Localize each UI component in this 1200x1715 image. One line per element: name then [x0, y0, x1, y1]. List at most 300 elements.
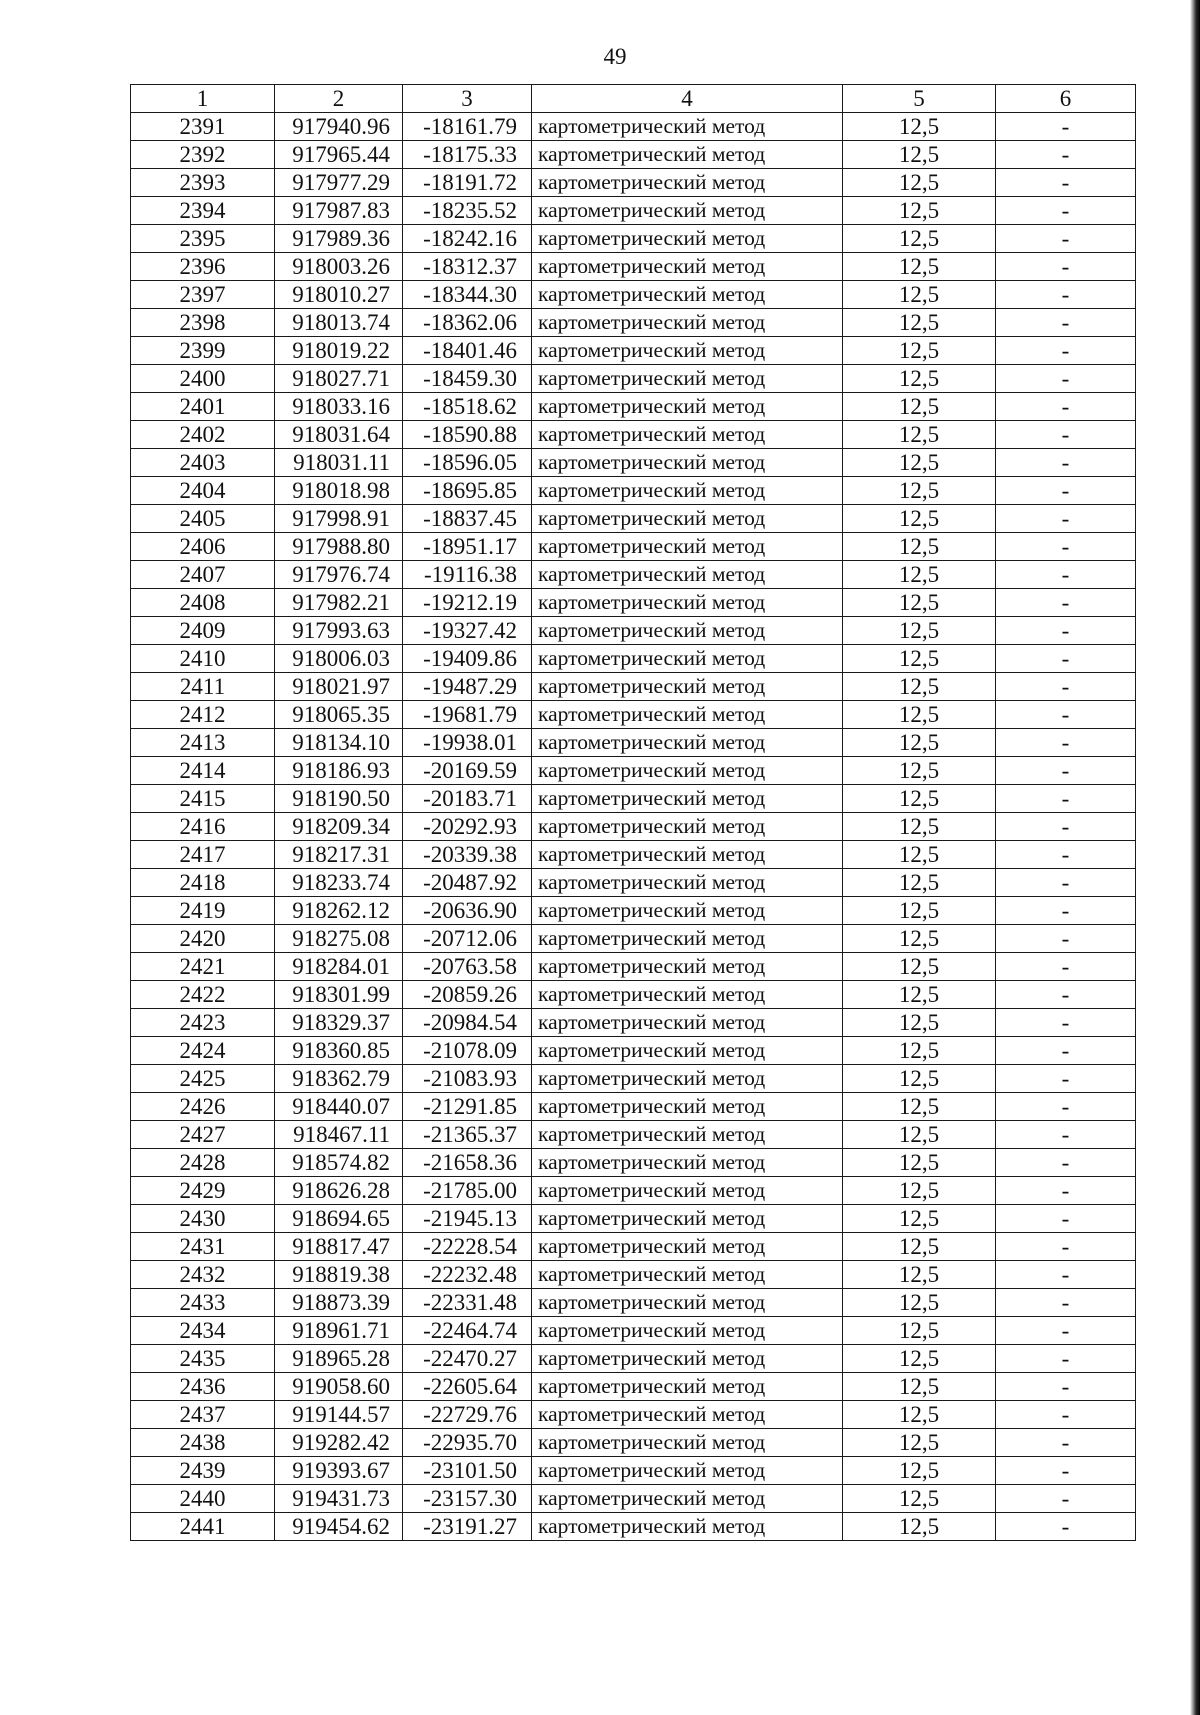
note-cell: - — [996, 281, 1136, 309]
accuracy-cell: 12,5 — [843, 309, 996, 337]
y-coordinate-cell: -18161.79 — [403, 113, 532, 141]
x-coordinate-cell: 918018.98 — [275, 477, 403, 505]
y-coordinate-cell: -23101.50 — [403, 1457, 532, 1485]
y-coordinate-cell: -18362.06 — [403, 309, 532, 337]
method-cell: картометрический метод — [532, 701, 843, 729]
note-cell: - — [996, 1037, 1136, 1065]
y-coordinate-cell: -18459.30 — [403, 365, 532, 393]
point-number-cell: 2399 — [131, 337, 275, 365]
x-coordinate-cell: 917993.63 — [275, 617, 403, 645]
method-cell: картометрический метод — [532, 421, 843, 449]
y-coordinate-cell: -20859.26 — [403, 981, 532, 1009]
x-coordinate-cell: 918006.03 — [275, 645, 403, 673]
point-number-cell: 2410 — [131, 645, 275, 673]
x-coordinate-cell: 919431.73 — [275, 1485, 403, 1513]
accuracy-cell: 12,5 — [843, 1065, 996, 1093]
method-cell: картометрический метод — [532, 1485, 843, 1513]
note-cell: - — [996, 1065, 1136, 1093]
accuracy-cell: 12,5 — [843, 1205, 996, 1233]
note-cell: - — [996, 393, 1136, 421]
note-cell: - — [996, 141, 1136, 169]
y-coordinate-cell: -20292.93 — [403, 813, 532, 841]
table-row — [131, 1261, 1136, 1289]
x-coordinate-cell: 917988.80 — [275, 533, 403, 561]
y-coordinate-cell: -21785.00 — [403, 1177, 532, 1205]
y-coordinate-cell: -18590.88 — [403, 421, 532, 449]
accuracy-cell: 12,5 — [843, 561, 996, 589]
method-cell: картометрический метод — [532, 1457, 843, 1485]
accuracy-cell: 12,5 — [843, 449, 996, 477]
method-cell: картометрический метод — [532, 841, 843, 869]
point-number-cell: 2434 — [131, 1317, 275, 1345]
table-row — [131, 1429, 1136, 1457]
note-cell: - — [996, 841, 1136, 869]
point-number-cell: 2418 — [131, 869, 275, 897]
note-cell: - — [996, 1261, 1136, 1289]
note-cell: - — [996, 1289, 1136, 1317]
x-coordinate-cell: 918873.39 — [275, 1289, 403, 1317]
method-cell: картометрический метод — [532, 253, 843, 281]
point-number-cell: 2404 — [131, 477, 275, 505]
note-cell: - — [996, 925, 1136, 953]
accuracy-cell: 12,5 — [843, 645, 996, 673]
accuracy-cell: 12,5 — [843, 701, 996, 729]
table-row — [131, 113, 1136, 141]
note-cell: - — [996, 617, 1136, 645]
y-coordinate-cell: -19409.86 — [403, 645, 532, 673]
point-number-cell: 2438 — [131, 1429, 275, 1457]
method-cell: картометрический метод — [532, 1065, 843, 1093]
method-cell: картометрический метод — [532, 477, 843, 505]
table-row — [131, 1485, 1136, 1513]
x-coordinate-cell: 918284.01 — [275, 953, 403, 981]
accuracy-cell: 12,5 — [843, 141, 996, 169]
note-cell: - — [996, 113, 1136, 141]
method-cell: картометрический метод — [532, 365, 843, 393]
y-coordinate-cell: -20339.38 — [403, 841, 532, 869]
y-coordinate-cell: -18312.37 — [403, 253, 532, 281]
accuracy-cell: 12,5 — [843, 1289, 996, 1317]
point-number-cell: 2425 — [131, 1065, 275, 1093]
x-coordinate-cell: 918262.12 — [275, 897, 403, 925]
method-cell: картометрический метод — [532, 589, 843, 617]
table-row — [131, 589, 1136, 617]
column-header-2: 2 — [275, 85, 403, 113]
header-row — [131, 85, 1136, 113]
table-row — [131, 225, 1136, 253]
point-number-cell: 2414 — [131, 757, 275, 785]
column-header-4: 4 — [532, 85, 843, 113]
point-number-cell: 2407 — [131, 561, 275, 589]
x-coordinate-cell: 918961.71 — [275, 1317, 403, 1345]
y-coordinate-cell: -22935.70 — [403, 1429, 532, 1457]
accuracy-cell: 12,5 — [843, 1009, 996, 1037]
accuracy-cell: 12,5 — [843, 253, 996, 281]
method-cell: картометрический метод — [532, 1373, 843, 1401]
table-row — [131, 1401, 1136, 1429]
x-coordinate-cell: 917989.36 — [275, 225, 403, 253]
note-cell: - — [996, 897, 1136, 925]
accuracy-cell: 12,5 — [843, 1261, 996, 1289]
note-cell: - — [996, 337, 1136, 365]
x-coordinate-cell: 918819.38 — [275, 1261, 403, 1289]
x-coordinate-cell: 919454.62 — [275, 1513, 403, 1541]
note-cell: - — [996, 1373, 1136, 1401]
method-cell: картометрический метод — [532, 1233, 843, 1261]
note-cell: - — [996, 729, 1136, 757]
method-cell: картометрический метод — [532, 953, 843, 981]
table-row — [131, 673, 1136, 701]
x-coordinate-cell: 918329.37 — [275, 1009, 403, 1037]
y-coordinate-cell: -20636.90 — [403, 897, 532, 925]
accuracy-cell: 12,5 — [843, 785, 996, 813]
y-coordinate-cell: -19681.79 — [403, 701, 532, 729]
table-row — [131, 533, 1136, 561]
method-cell: картометрический метод — [532, 1037, 843, 1065]
accuracy-cell: 12,5 — [843, 673, 996, 701]
table-row — [131, 757, 1136, 785]
x-coordinate-cell: 918003.26 — [275, 253, 403, 281]
note-cell: - — [996, 1317, 1136, 1345]
table-row — [131, 1149, 1136, 1177]
point-number-cell: 2420 — [131, 925, 275, 953]
accuracy-cell: 12,5 — [843, 1401, 996, 1429]
table-row — [131, 1289, 1136, 1317]
table-row — [131, 505, 1136, 533]
accuracy-cell: 12,5 — [843, 421, 996, 449]
table-row — [131, 953, 1136, 981]
note-cell: - — [996, 1513, 1136, 1541]
table-row — [131, 1065, 1136, 1093]
column-header-5: 5 — [843, 85, 996, 113]
point-number-cell: 2433 — [131, 1289, 275, 1317]
method-cell: картометрический метод — [532, 673, 843, 701]
method-cell: картометрический метод — [532, 785, 843, 813]
accuracy-cell: 12,5 — [843, 869, 996, 897]
table-row — [131, 897, 1136, 925]
x-coordinate-cell: 917982.21 — [275, 589, 403, 617]
note-cell: - — [996, 253, 1136, 281]
point-number-cell: 2402 — [131, 421, 275, 449]
x-coordinate-cell: 918027.71 — [275, 365, 403, 393]
table-row — [131, 281, 1136, 309]
y-coordinate-cell: -22605.64 — [403, 1373, 532, 1401]
x-coordinate-cell: 918033.16 — [275, 393, 403, 421]
y-coordinate-cell: -21083.93 — [403, 1065, 532, 1093]
method-cell: картометрический метод — [532, 141, 843, 169]
x-coordinate-cell: 918031.11 — [275, 449, 403, 477]
point-number-cell: 2424 — [131, 1037, 275, 1065]
table-row — [131, 169, 1136, 197]
accuracy-cell: 12,5 — [843, 533, 996, 561]
point-number-cell: 2419 — [131, 897, 275, 925]
y-coordinate-cell: -18175.33 — [403, 141, 532, 169]
table-row — [131, 841, 1136, 869]
note-cell: - — [996, 1457, 1136, 1485]
x-coordinate-cell: 917987.83 — [275, 197, 403, 225]
column-header-3: 3 — [403, 85, 532, 113]
point-number-cell: 2395 — [131, 225, 275, 253]
table-row — [131, 645, 1136, 673]
y-coordinate-cell: -22729.76 — [403, 1401, 532, 1429]
y-coordinate-cell: -18235.52 — [403, 197, 532, 225]
point-number-cell: 2439 — [131, 1457, 275, 1485]
method-cell: картометрический метод — [532, 1513, 843, 1541]
table-row — [131, 449, 1136, 477]
accuracy-cell: 12,5 — [843, 617, 996, 645]
table-row — [131, 1233, 1136, 1261]
table-header — [131, 85, 1136, 113]
method-cell: картометрический метод — [532, 561, 843, 589]
table-row — [131, 785, 1136, 813]
x-coordinate-cell: 919058.60 — [275, 1373, 403, 1401]
accuracy-cell: 12,5 — [843, 113, 996, 141]
method-cell: картометрический метод — [532, 617, 843, 645]
point-number-cell: 2422 — [131, 981, 275, 1009]
method-cell: картометрический метод — [532, 757, 843, 785]
table-row — [131, 1317, 1136, 1345]
accuracy-cell: 12,5 — [843, 1121, 996, 1149]
table-row — [131, 561, 1136, 589]
accuracy-cell: 12,5 — [843, 1429, 996, 1457]
method-cell: картометрический метод — [532, 1345, 843, 1373]
table-body — [131, 113, 1136, 1541]
point-number-cell: 2396 — [131, 253, 275, 281]
accuracy-cell: 12,5 — [843, 169, 996, 197]
y-coordinate-cell: -19327.42 — [403, 617, 532, 645]
y-coordinate-cell: -19212.19 — [403, 589, 532, 617]
method-cell: картометрический метод — [532, 197, 843, 225]
point-number-cell: 2394 — [131, 197, 275, 225]
method-cell: картометрический метод — [532, 505, 843, 533]
note-cell: - — [996, 477, 1136, 505]
column-header-6: 6 — [996, 85, 1136, 113]
table-row — [131, 1177, 1136, 1205]
point-number-cell: 2412 — [131, 701, 275, 729]
x-coordinate-cell: 918574.82 — [275, 1149, 403, 1177]
note-cell: - — [996, 1177, 1136, 1205]
accuracy-cell: 12,5 — [843, 1485, 996, 1513]
note-cell: - — [996, 1485, 1136, 1513]
method-cell: картометрический метод — [532, 869, 843, 897]
method-cell: картометрический метод — [532, 337, 843, 365]
table-row — [131, 309, 1136, 337]
method-cell: картометрический метод — [532, 449, 843, 477]
note-cell: - — [996, 533, 1136, 561]
y-coordinate-cell: -18401.46 — [403, 337, 532, 365]
accuracy-cell: 12,5 — [843, 953, 996, 981]
y-coordinate-cell: -22232.48 — [403, 1261, 532, 1289]
note-cell: - — [996, 1121, 1136, 1149]
point-number-cell: 2411 — [131, 673, 275, 701]
note-cell: - — [996, 449, 1136, 477]
note-cell: - — [996, 953, 1136, 981]
point-number-cell: 2436 — [131, 1373, 275, 1401]
method-cell: картометрический метод — [532, 113, 843, 141]
note-cell: - — [996, 561, 1136, 589]
method-cell: картометрический метод — [532, 1205, 843, 1233]
method-cell: картометрический метод — [532, 925, 843, 953]
accuracy-cell: 12,5 — [843, 225, 996, 253]
y-coordinate-cell: -22228.54 — [403, 1233, 532, 1261]
table-row — [131, 1513, 1136, 1541]
accuracy-cell: 12,5 — [843, 1093, 996, 1121]
point-number-cell: 2417 — [131, 841, 275, 869]
x-coordinate-cell: 919282.42 — [275, 1429, 403, 1457]
note-cell: - — [996, 1233, 1136, 1261]
column-header-1: 1 — [131, 85, 275, 113]
method-cell: картометрический метод — [532, 1093, 843, 1121]
accuracy-cell: 12,5 — [843, 337, 996, 365]
x-coordinate-cell: 918233.74 — [275, 869, 403, 897]
y-coordinate-cell: -23157.30 — [403, 1485, 532, 1513]
y-coordinate-cell: -20169.59 — [403, 757, 532, 785]
y-coordinate-cell: -20763.58 — [403, 953, 532, 981]
point-number-cell: 2415 — [131, 785, 275, 813]
method-cell: картометрический метод — [532, 281, 843, 309]
note-cell: - — [996, 673, 1136, 701]
x-coordinate-cell: 918031.64 — [275, 421, 403, 449]
y-coordinate-cell: -21945.13 — [403, 1205, 532, 1233]
x-coordinate-cell: 918186.93 — [275, 757, 403, 785]
x-coordinate-cell: 918019.22 — [275, 337, 403, 365]
point-number-cell: 2441 — [131, 1513, 275, 1541]
point-number-cell: 2423 — [131, 1009, 275, 1037]
x-coordinate-cell: 917998.91 — [275, 505, 403, 533]
method-cell: картометрический метод — [532, 813, 843, 841]
y-coordinate-cell: -22464.74 — [403, 1317, 532, 1345]
note-cell: - — [996, 869, 1136, 897]
x-coordinate-cell: 919144.57 — [275, 1401, 403, 1429]
method-cell: картометрический метод — [532, 169, 843, 197]
table-row — [131, 1457, 1136, 1485]
point-number-cell: 2427 — [131, 1121, 275, 1149]
accuracy-cell: 12,5 — [843, 925, 996, 953]
x-coordinate-cell: 918275.08 — [275, 925, 403, 953]
table-row — [131, 393, 1136, 421]
x-coordinate-cell: 918134.10 — [275, 729, 403, 757]
note-cell: - — [996, 981, 1136, 1009]
accuracy-cell: 12,5 — [843, 281, 996, 309]
point-number-cell: 2405 — [131, 505, 275, 533]
x-coordinate-cell: 917977.29 — [275, 169, 403, 197]
x-coordinate-cell: 918817.47 — [275, 1233, 403, 1261]
x-coordinate-cell: 918065.35 — [275, 701, 403, 729]
accuracy-cell: 12,5 — [843, 1317, 996, 1345]
x-coordinate-cell: 918440.07 — [275, 1093, 403, 1121]
y-coordinate-cell: -21365.37 — [403, 1121, 532, 1149]
point-number-cell: 2397 — [131, 281, 275, 309]
note-cell: - — [996, 645, 1136, 673]
note-cell: - — [996, 1345, 1136, 1373]
y-coordinate-cell: -18242.16 — [403, 225, 532, 253]
method-cell: картометрический метод — [532, 1289, 843, 1317]
table-row — [131, 729, 1136, 757]
accuracy-cell: 12,5 — [843, 1513, 996, 1541]
method-cell: картометрический метод — [532, 1317, 843, 1345]
note-cell: - — [996, 1149, 1136, 1177]
x-coordinate-cell: 918965.28 — [275, 1345, 403, 1373]
point-number-cell: 2401 — [131, 393, 275, 421]
accuracy-cell: 12,5 — [843, 477, 996, 505]
point-number-cell: 2426 — [131, 1093, 275, 1121]
point-number-cell: 2398 — [131, 309, 275, 337]
method-cell: картометрический метод — [532, 393, 843, 421]
page-number: 49 — [603, 44, 627, 69]
table-row — [131, 477, 1136, 505]
point-number-cell: 2393 — [131, 169, 275, 197]
point-number-cell: 2421 — [131, 953, 275, 981]
y-coordinate-cell: -18695.85 — [403, 477, 532, 505]
y-coordinate-cell: -21291.85 — [403, 1093, 532, 1121]
y-coordinate-cell: -21078.09 — [403, 1037, 532, 1065]
method-cell: картометрический метод — [532, 645, 843, 673]
point-number-cell: 2392 — [131, 141, 275, 169]
note-cell: - — [996, 1009, 1136, 1037]
accuracy-cell: 12,5 — [843, 1177, 996, 1205]
accuracy-cell: 12,5 — [843, 1345, 996, 1373]
point-number-cell: 2432 — [131, 1261, 275, 1289]
table-row — [131, 1009, 1136, 1037]
y-coordinate-cell: -18518.62 — [403, 393, 532, 421]
table-row — [131, 701, 1136, 729]
note-cell: - — [996, 225, 1136, 253]
method-cell: картометрический метод — [532, 533, 843, 561]
y-coordinate-cell: -18837.45 — [403, 505, 532, 533]
x-coordinate-cell: 918626.28 — [275, 1177, 403, 1205]
y-coordinate-cell: -18951.17 — [403, 533, 532, 561]
method-cell: картометрический метод — [532, 1261, 843, 1289]
method-cell: картометрический метод — [532, 729, 843, 757]
point-number-cell: 2403 — [131, 449, 275, 477]
x-coordinate-cell: 918010.27 — [275, 281, 403, 309]
point-number-cell: 2400 — [131, 365, 275, 393]
table-row — [131, 253, 1136, 281]
table-row — [131, 813, 1136, 841]
table-row — [131, 1373, 1136, 1401]
y-coordinate-cell: -20487.92 — [403, 869, 532, 897]
y-coordinate-cell: -20183.71 — [403, 785, 532, 813]
y-coordinate-cell: -19938.01 — [403, 729, 532, 757]
accuracy-cell: 12,5 — [843, 841, 996, 869]
note-cell: - — [996, 589, 1136, 617]
y-coordinate-cell: -19116.38 — [403, 561, 532, 589]
accuracy-cell: 12,5 — [843, 589, 996, 617]
accuracy-cell: 12,5 — [843, 197, 996, 225]
point-number-cell: 2408 — [131, 589, 275, 617]
x-coordinate-cell: 918360.85 — [275, 1037, 403, 1065]
method-cell: картометрический метод — [532, 225, 843, 253]
point-number-cell: 2413 — [131, 729, 275, 757]
y-coordinate-cell: -20712.06 — [403, 925, 532, 953]
point-number-cell: 2391 — [131, 113, 275, 141]
y-coordinate-cell: -21658.36 — [403, 1149, 532, 1177]
note-cell: - — [996, 757, 1136, 785]
table-row — [131, 1345, 1136, 1373]
note-cell: - — [996, 1093, 1136, 1121]
method-cell: картометрический метод — [532, 1177, 843, 1205]
note-cell: - — [996, 505, 1136, 533]
y-coordinate-cell: -22470.27 — [403, 1345, 532, 1373]
x-coordinate-cell: 918021.97 — [275, 673, 403, 701]
table-row — [131, 421, 1136, 449]
x-coordinate-cell: 918013.74 — [275, 309, 403, 337]
method-cell: картометрический метод — [532, 1401, 843, 1429]
accuracy-cell: 12,5 — [843, 981, 996, 1009]
note-cell: - — [996, 309, 1136, 337]
x-coordinate-cell: 919393.67 — [275, 1457, 403, 1485]
accuracy-cell: 12,5 — [843, 365, 996, 393]
